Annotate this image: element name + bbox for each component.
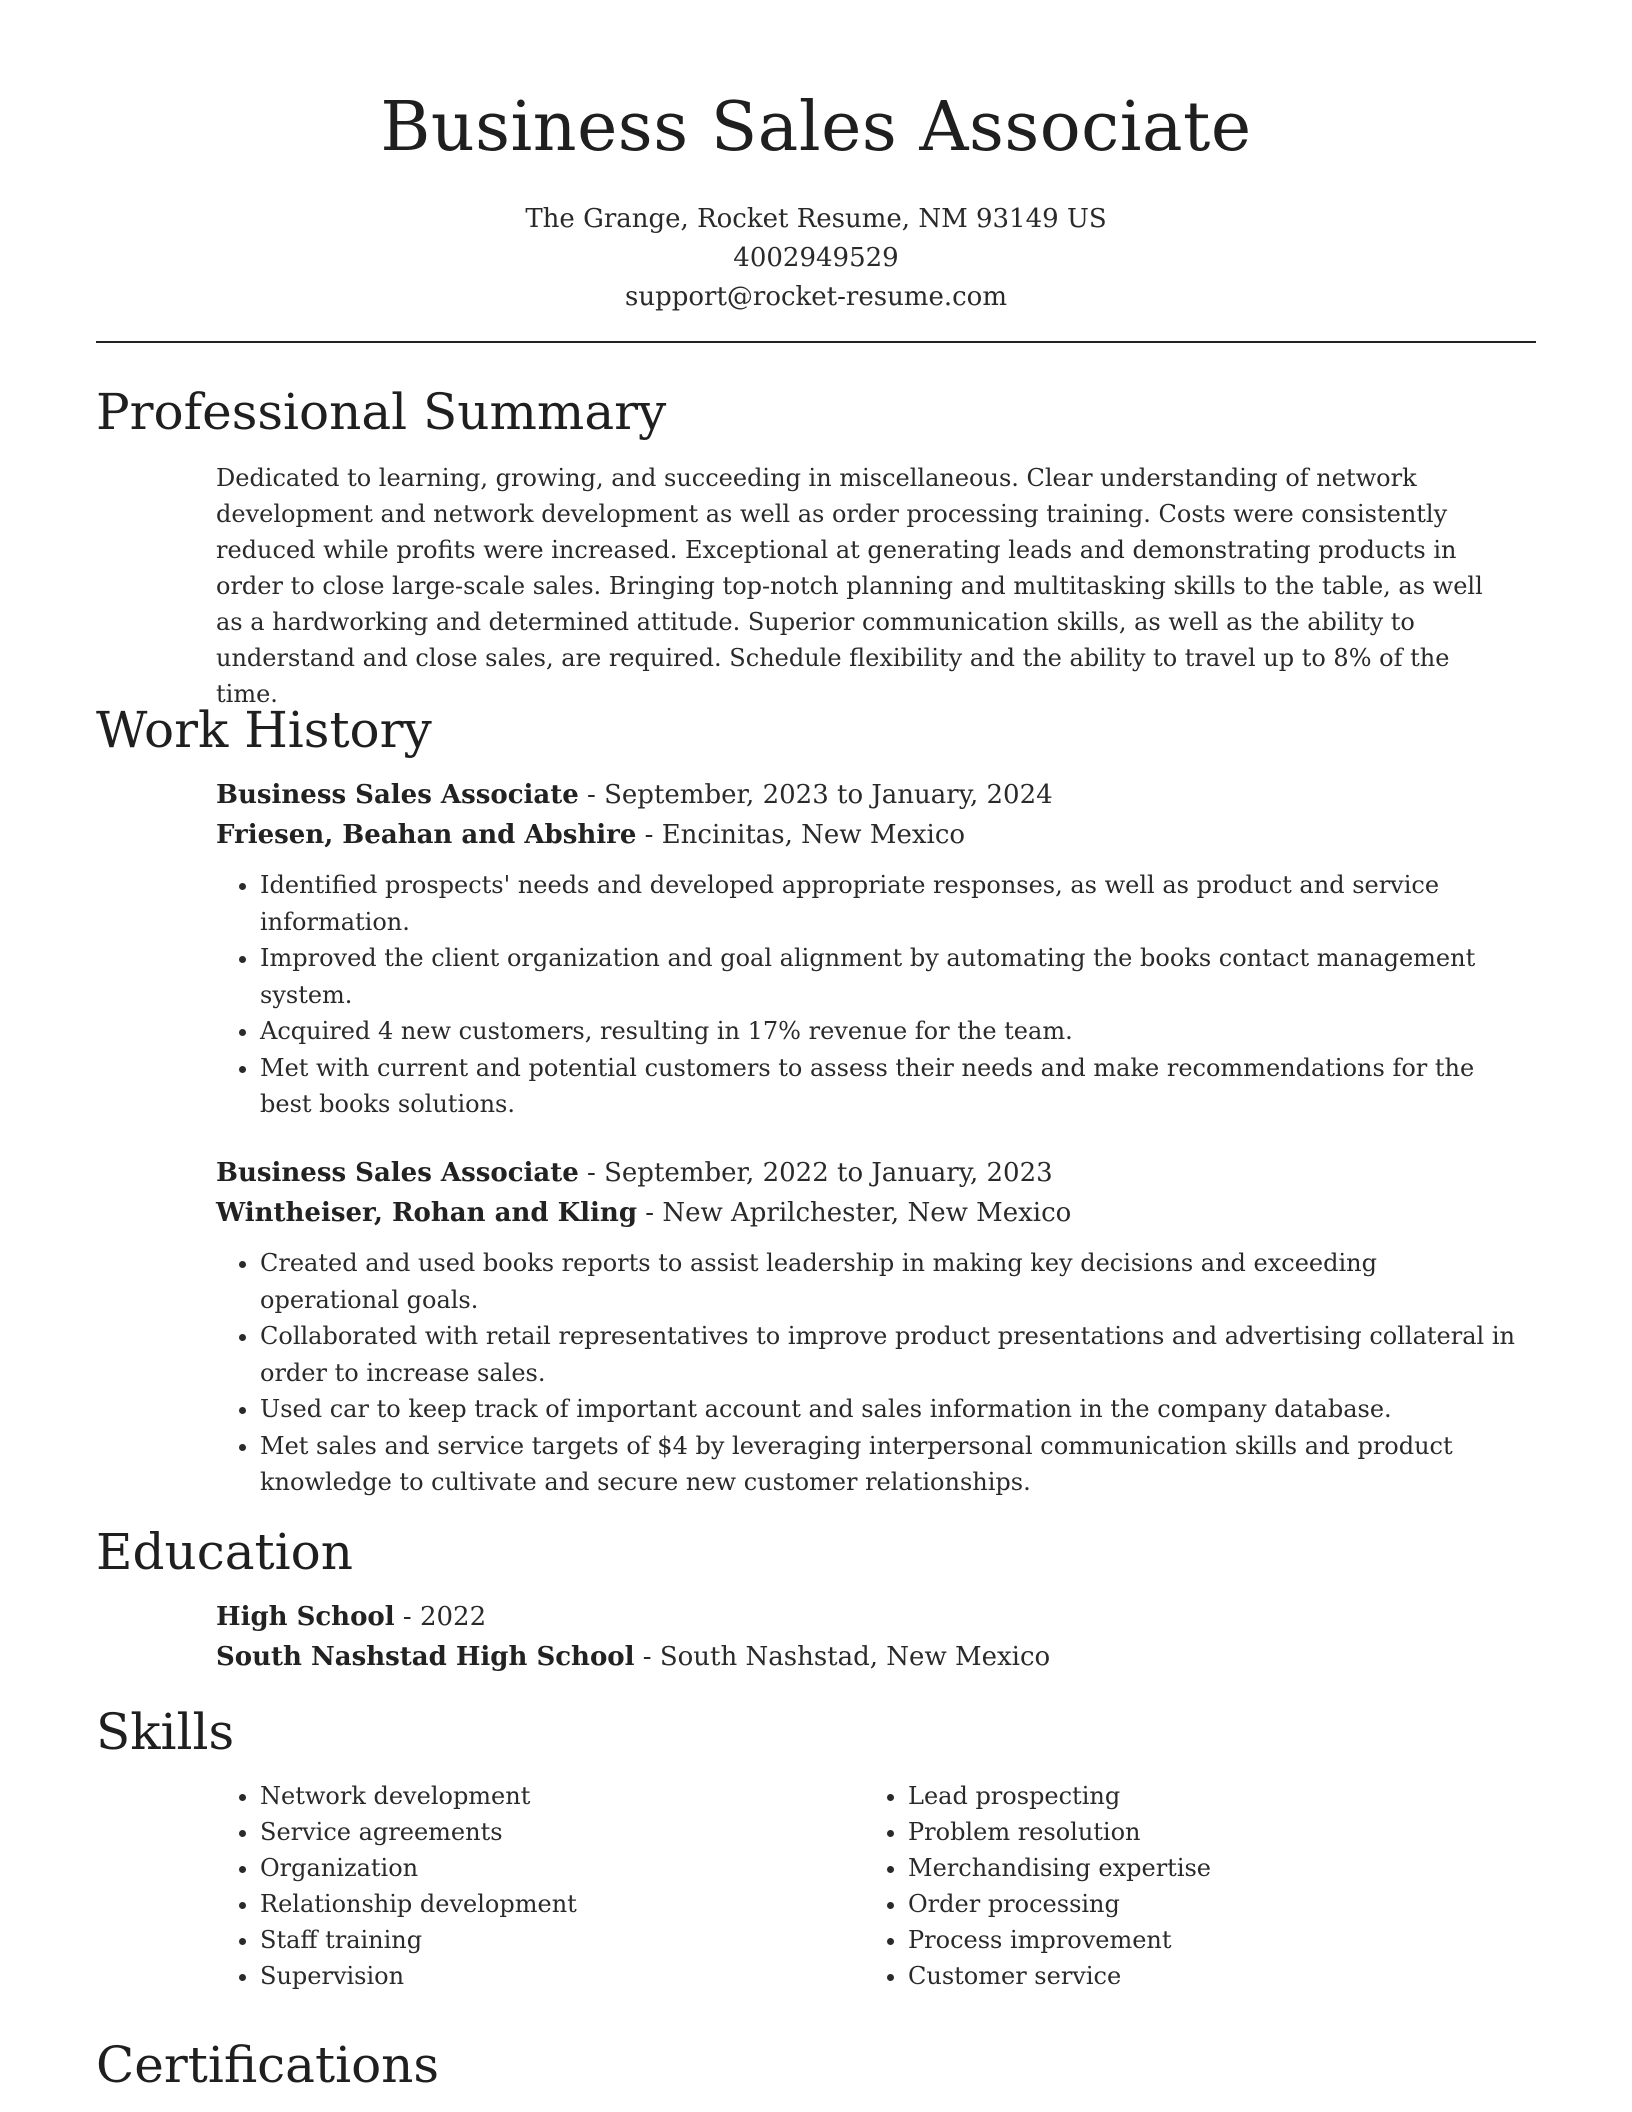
skill-item: • Organization xyxy=(260,1850,816,1886)
job-bullet: • Used car to keep track of important account and sales information in the company database. xyxy=(260,1391,1516,1428)
job-bullet: • Improved the client organization and goal alignment by automating the books contact management system. xyxy=(260,940,1516,1013)
skill-item: • Process improvement xyxy=(908,1922,1464,1958)
education-year: - 2022 xyxy=(394,1602,487,1632)
contact-block xyxy=(0,200,1632,317)
skill-item: • Relationship development xyxy=(260,1886,816,1922)
job-title-line xyxy=(216,1153,1516,1193)
education-school-line xyxy=(216,1637,1516,1677)
job-bullet: • Met sales and service targets of $4 by leveraging interpersonal communication skills and product knowledge to cultivate and secure new customer relationships. xyxy=(260,1428,1516,1501)
skills-column-left xyxy=(216,1778,816,1994)
job-entry xyxy=(216,1153,1516,1501)
job-bullet: • Acquired 4 new customers, resulting in 17% revenue for the team. xyxy=(260,1013,1516,1050)
job-bullets xyxy=(216,1245,1516,1501)
job-bullet: • Created and used books reports to assist leadership in making key decisions and exceeding operational goals. xyxy=(260,1245,1516,1318)
job-company-line xyxy=(216,1193,1516,1233)
job-company: Friesen, Beahan and Abshire xyxy=(216,820,637,850)
job-dates: - September, 2023 to January, 2024 xyxy=(578,780,1053,810)
skill-item: • Order processing xyxy=(908,1886,1464,1922)
job-bullets xyxy=(216,867,1516,1123)
job-title: Business Sales Associate xyxy=(216,780,579,810)
job-dates: - September, 2022 to January, 2023 xyxy=(578,1158,1053,1188)
job-location: - Encinitas, New Mexico xyxy=(636,820,966,850)
skill-item: • Problem resolution xyxy=(908,1814,1464,1850)
job-entry xyxy=(216,775,1516,1123)
skill-item: • Merchandising expertise xyxy=(908,1850,1464,1886)
skills-heading: Skills xyxy=(96,1703,235,1761)
skills-column-right xyxy=(864,1778,1464,1994)
job-company-line xyxy=(216,815,1516,855)
education-degree: High School xyxy=(216,1602,395,1632)
job-title-line xyxy=(216,775,1516,815)
job-title: Business Sales Associate xyxy=(216,1158,579,1188)
education-entry xyxy=(216,1597,1516,1677)
skill-item: • Lead prospecting xyxy=(908,1778,1464,1814)
job-bullet: • Identified prospects' needs and developed appropriate responses, as well as product and service information. xyxy=(260,867,1516,940)
work-history-heading: Work History xyxy=(96,701,432,759)
job-company: Wintheiser, Rohan and Kling xyxy=(216,1198,638,1228)
education-school: South Nashstad High School xyxy=(216,1642,635,1672)
job-bullet: • Met with current and potential customers to assess their needs and make recommendations for the best books solutions. xyxy=(260,1050,1516,1123)
skill-item: • Customer service xyxy=(908,1958,1464,1994)
job-location: - New Aprilchester, New Mexico xyxy=(637,1198,1072,1228)
candidate-name: Business Sales Associate xyxy=(380,88,1252,167)
education-heading: Education xyxy=(96,1523,353,1581)
education-location: - South Nashstad, New Mexico xyxy=(634,1642,1051,1672)
skill-item: • Supervision xyxy=(260,1958,816,1994)
header-divider xyxy=(96,341,1536,343)
contact-email: support@rocket-resume.com xyxy=(624,282,1007,312)
skill-item: • Network development xyxy=(260,1778,816,1814)
summary-text: Dedicated to learning, growing, and succeeding in miscellaneous. Clear understanding of network development and network development as well as order processing training. Costs were consistently reduced while profits were increased. Exceptional at generating leads and demonstrating products in order to close large-scale sales. Bringing top-notch planning and multitasking skills to the table, as well as a hardworking and determined attitude. Superior communication skills, as well as the ability to understand and close sales, are required. Schedule flexibility and the ability to travel up to 8% of the time. xyxy=(216,464,1483,708)
skill-item: • Service agreements xyxy=(260,1814,816,1850)
certifications-heading: Certifications xyxy=(96,2036,440,2094)
summary-heading: Professional Summary xyxy=(96,383,667,441)
resume-header xyxy=(0,78,1632,317)
contact-phone: 4002949529 xyxy=(733,243,899,273)
education-degree-line xyxy=(216,1597,1516,1637)
contact-address: The Grange, Rocket Resume, NM 93149 US xyxy=(525,204,1107,234)
job-bullet: • Collaborated with retail representatives to improve product presentations and advertising collateral in order to increase sales. xyxy=(260,1318,1516,1391)
skill-item: • Staff training xyxy=(260,1922,816,1958)
